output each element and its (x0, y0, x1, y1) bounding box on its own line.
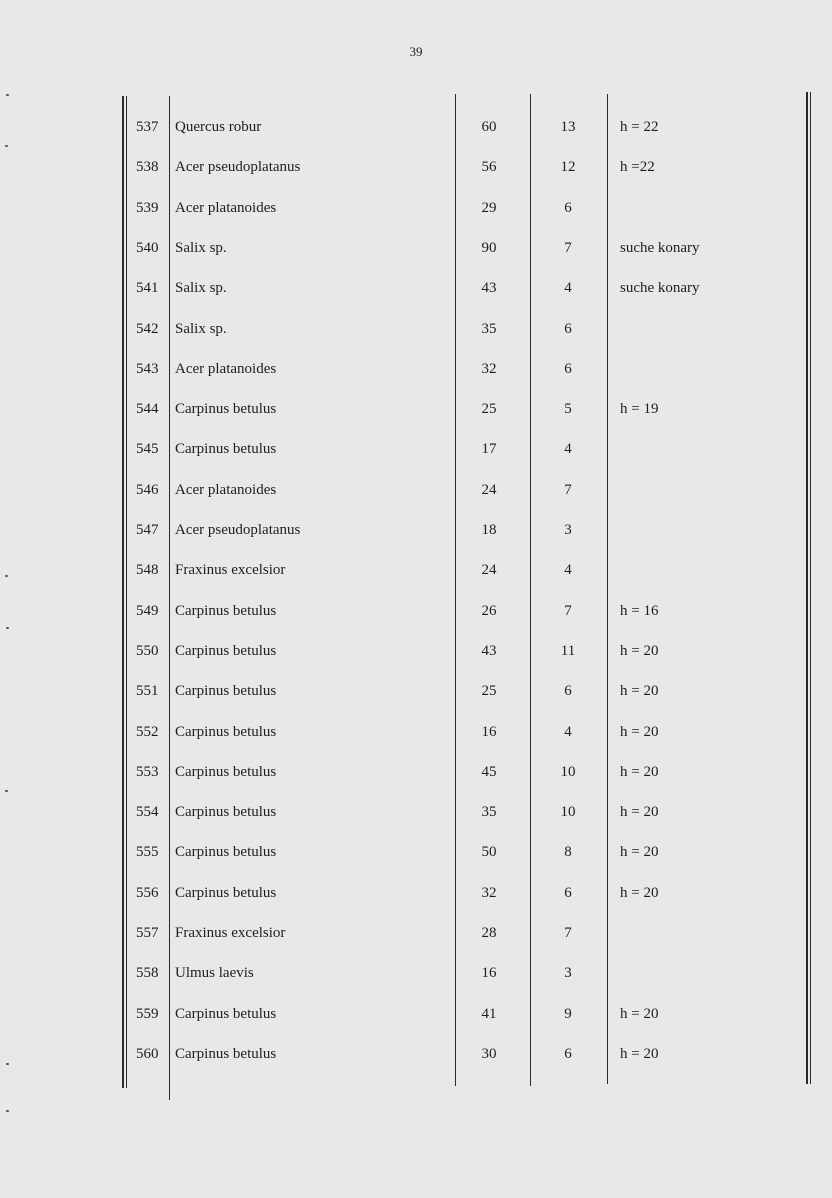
note-text: h = 19 (620, 401, 659, 417)
row-number: 552 (136, 724, 159, 740)
circumference-value: 25 (481, 401, 497, 417)
diameter-value: 4 (564, 280, 572, 296)
species-name: Acer platanoides (175, 361, 277, 377)
species-name: Acer platanoides (175, 482, 277, 498)
note-text: h = 16 (620, 603, 659, 619)
species-name: Fraxinus excelsior (175, 925, 286, 941)
row-number: 557 (136, 925, 159, 941)
row-number: 551 (136, 683, 159, 699)
row-number: 546 (136, 482, 159, 498)
diameter-value: 6 (564, 321, 572, 337)
row-number: 538 (136, 159, 159, 175)
table-right-rule-inner (810, 92, 811, 1084)
row-number: 554 (136, 804, 159, 820)
circumference-value: 28 (481, 925, 497, 941)
row-number: 543 (136, 361, 159, 377)
circumference-value: 18 (481, 522, 497, 538)
species-name: Carpinus betulus (175, 683, 277, 699)
note-text: suche konary (620, 240, 700, 256)
circumference-value: 50 (481, 844, 497, 860)
row-number: 548 (136, 562, 159, 578)
scan-speck (6, 1063, 9, 1065)
row-number: 544 (136, 401, 159, 417)
species-name: Carpinus betulus (175, 764, 277, 780)
diameter-value: 12 (560, 159, 576, 175)
circumference-value: 26 (481, 603, 497, 619)
row-number: 542 (136, 321, 159, 337)
row-number: 555 (136, 844, 159, 860)
row-number: 549 (136, 603, 159, 619)
circumference-value: 43 (481, 280, 497, 296)
column-rule-species (169, 96, 170, 1100)
species-name: Carpinus betulus (175, 441, 277, 457)
circumference-value: 24 (481, 562, 497, 578)
circumference-value: 29 (481, 200, 497, 216)
circumference-value: 16 (481, 724, 497, 740)
diameter-value: 4 (564, 441, 572, 457)
species-name: Salix sp. (175, 321, 227, 337)
table-left-rule (122, 96, 124, 1088)
note-text: h = 20 (620, 683, 659, 699)
species-name: Carpinus betulus (175, 844, 277, 860)
species-name: Carpinus betulus (175, 643, 277, 659)
species-name: Acer pseudoplatanus (175, 159, 301, 175)
row-number: 545 (136, 441, 159, 457)
diameter-value: 6 (564, 200, 572, 216)
species-name: Carpinus betulus (175, 401, 277, 417)
note-text: h = 20 (620, 1006, 659, 1022)
species-name: Acer pseudoplatanus (175, 522, 301, 538)
row-number: 540 (136, 240, 159, 256)
diameter-value: 7 (564, 482, 572, 498)
scan-speck (6, 627, 9, 629)
note-text: h = 20 (620, 764, 659, 780)
species-name: Salix sp. (175, 280, 227, 296)
circumference-value: 17 (481, 441, 497, 457)
diameter-value: 5 (564, 401, 572, 417)
species-name: Acer platanoides (175, 200, 277, 216)
scan-speck (6, 1110, 9, 1112)
species-name: Ulmus laevis (175, 965, 254, 981)
diameter-value: 8 (564, 844, 572, 860)
circumference-value: 32 (481, 361, 497, 377)
circumference-value: 35 (481, 804, 497, 820)
table-left-rule-inner (126, 96, 127, 1088)
circumference-value: 32 (481, 885, 497, 901)
scan-speck (5, 575, 8, 577)
row-number: 539 (136, 200, 159, 216)
note-text: h = 20 (620, 804, 659, 820)
species-name: Carpinus betulus (175, 885, 277, 901)
species-name: Carpinus betulus (175, 1006, 277, 1022)
species-name: Quercus robur (175, 119, 262, 135)
diameter-value: 6 (564, 1046, 572, 1062)
row-number: 541 (136, 280, 159, 296)
note-text: h = 20 (620, 1046, 659, 1062)
row-number: 550 (136, 643, 159, 659)
diameter-value: 13 (560, 119, 576, 135)
diameter-value: 3 (564, 965, 572, 981)
circumference-value: 56 (481, 159, 497, 175)
note-text: h = 20 (620, 643, 659, 659)
species-name: Salix sp. (175, 240, 227, 256)
species-name: Fraxinus excelsior (175, 562, 286, 578)
diameter-value: 9 (564, 1006, 572, 1022)
circumference-value: 24 (481, 482, 497, 498)
circumference-value: 90 (481, 240, 497, 256)
circumference-value: 41 (481, 1006, 497, 1022)
diameter-value: 6 (564, 683, 572, 699)
circumference-value: 25 (481, 683, 497, 699)
diameter-value: 7 (564, 603, 572, 619)
diameter-value: 7 (564, 240, 572, 256)
circumference-value: 45 (481, 764, 497, 780)
diameter-value: 10 (560, 804, 576, 820)
note-text: h = 20 (620, 844, 659, 860)
diameter-value: 4 (564, 562, 572, 578)
diameter-value: 6 (564, 885, 572, 901)
note-text: h = 20 (620, 724, 659, 740)
row-number: 558 (136, 965, 159, 981)
species-name: Carpinus betulus (175, 804, 277, 820)
row-number: 553 (136, 764, 159, 780)
row-number: 547 (136, 522, 159, 538)
diameter-value: 4 (564, 724, 572, 740)
diameter-value: 6 (564, 361, 572, 377)
note-text: suche konary (620, 280, 700, 296)
note-text: h = 20 (620, 885, 659, 901)
scan-speck (5, 145, 8, 147)
species-name: Carpinus betulus (175, 603, 277, 619)
circumference-value: 60 (481, 119, 497, 135)
species-name: Carpinus betulus (175, 1046, 277, 1062)
column-rule-note (607, 94, 608, 1084)
note-text: h = 22 (620, 119, 659, 135)
species-name: Carpinus betulus (175, 724, 277, 740)
circumference-value: 35 (481, 321, 497, 337)
scan-speck (5, 790, 8, 792)
note-text: h =22 (620, 159, 655, 175)
circumference-value: 16 (481, 965, 497, 981)
circumference-value: 30 (481, 1046, 497, 1062)
row-number: 556 (136, 885, 159, 901)
diameter-value: 11 (560, 643, 576, 659)
page-number: 39 (409, 44, 423, 59)
row-number: 537 (136, 119, 159, 135)
circumference-value: 43 (481, 643, 497, 659)
row-number: 559 (136, 1006, 159, 1022)
row-number: 560 (136, 1046, 159, 1062)
table-right-rule (806, 92, 808, 1084)
diameter-value: 7 (564, 925, 572, 941)
diameter-value: 3 (564, 522, 572, 538)
scan-speck (6, 94, 9, 96)
diameter-value: 10 (560, 764, 576, 780)
